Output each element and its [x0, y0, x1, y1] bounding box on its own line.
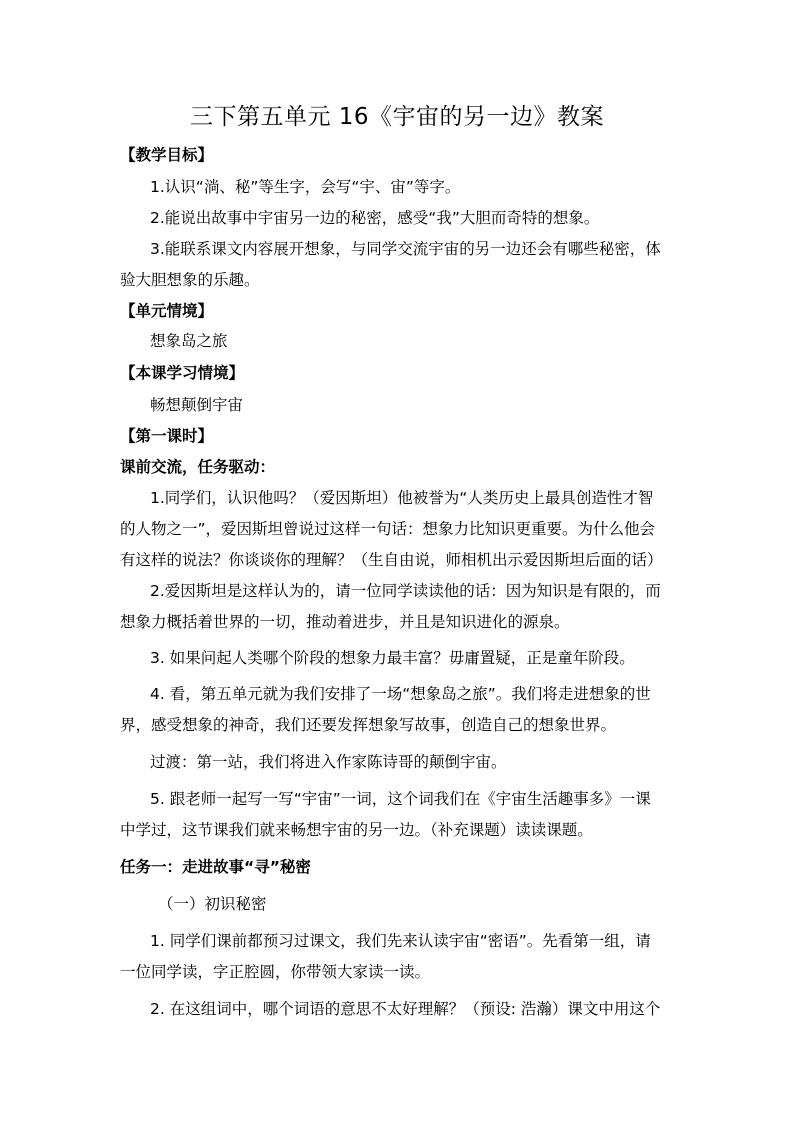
unit-text: 想象岛之旅 — [150, 332, 228, 350]
para-5-line-2: 中学过，这节课我们就来畅想宇宙的另一边。（补充课题）读读课题。 — [120, 821, 593, 839]
task-1-heading: 任务一：走进故事“寻”秘密 — [120, 858, 311, 876]
pre-class-heading: 课前交流，任务驱动： — [120, 458, 276, 476]
question-2-line-1: 2. 在这组词中，哪个词语的意思不太好理解？（预设: 浩瀚）课文中用这个 — [150, 1000, 661, 1018]
lesson-text: 畅想颠倒宇宙 — [150, 396, 244, 414]
goal-2: 2.能说出故事中宇宙另一边的秘密，感受“我”大胆而奇特的想象。 — [150, 209, 600, 227]
period-heading: 【第一课时】 — [120, 427, 214, 445]
goal-3-line-1: 3.能联系课文内容展开想象，与同学交流宇宙的另一边还会有哪些秘密，体 — [150, 240, 661, 258]
question-1-line-2: 一位同学读，字正腔圆，你带领大家读一读。 — [120, 963, 431, 981]
unit-heading: 【单元情境】 — [120, 302, 214, 320]
goal-3-line-2: 验大胆想象的乐趣。 — [120, 271, 260, 289]
goals-heading: 【教学目标】 — [120, 146, 214, 164]
para-1-line-2: 的人物之一”，爱因斯坦曾说过这样一句话：想象力比知识更重要。为什么他会 — [120, 520, 656, 538]
para-3: 3. 如果问起人类哪个阶段的想象力最丰富？毋庸置疑，正是童年阶段。 — [150, 649, 635, 667]
lesson-heading: 【本课学习情境】 — [120, 364, 245, 382]
page-title: 三下第五单元 16《宇宙的另一边》教案 — [189, 104, 605, 130]
goal-1: 1.认识“淌、秘”等生字，会写“宇、宙”等字。 — [150, 178, 461, 196]
para-4-line-1: 4. 看，第五单元就为我们安排了一场“想象岛之旅”。我们将走进想象的世 — [150, 685, 651, 703]
para-1-line-1: 1.同学们，认识他吗？（爱因斯坦）他被誉为“人类历史上最具创造性才智 — [150, 489, 654, 507]
subsection-1: （一）初识秘密 — [158, 895, 267, 913]
transition: 过渡：第一站，我们将进入作家陈诗哥的颠倒宇宙。 — [150, 753, 507, 771]
para-2-line-1: 2.爱因斯坦是这样认为的，请一位同学读读他的话：因为知识是有限的，而 — [150, 582, 661, 600]
question-1-line-1: 1. 同学们课前都预习过课文，我们先来认读宇宙“密语”。先看第一组，请 — [150, 932, 651, 950]
para-4-line-2: 界，感受想象的神奇，我们还要发挥想象写故事，创造自己的想象世界。 — [120, 716, 617, 734]
para-5-line-1: 5. 跟老师一起写一写“宇宙”一词，这个词我们在《宇宙生活趣事多》一课 — [150, 790, 651, 808]
para-1-line-3: 有这样的说法？你谈谈你的理解？（生自由说，师相机出示爱因斯坦后面的话） — [120, 551, 663, 569]
para-2-line-2: 想象力概括着世界的一切，推动着进步，并且是知识进化的源泉。 — [120, 613, 570, 631]
